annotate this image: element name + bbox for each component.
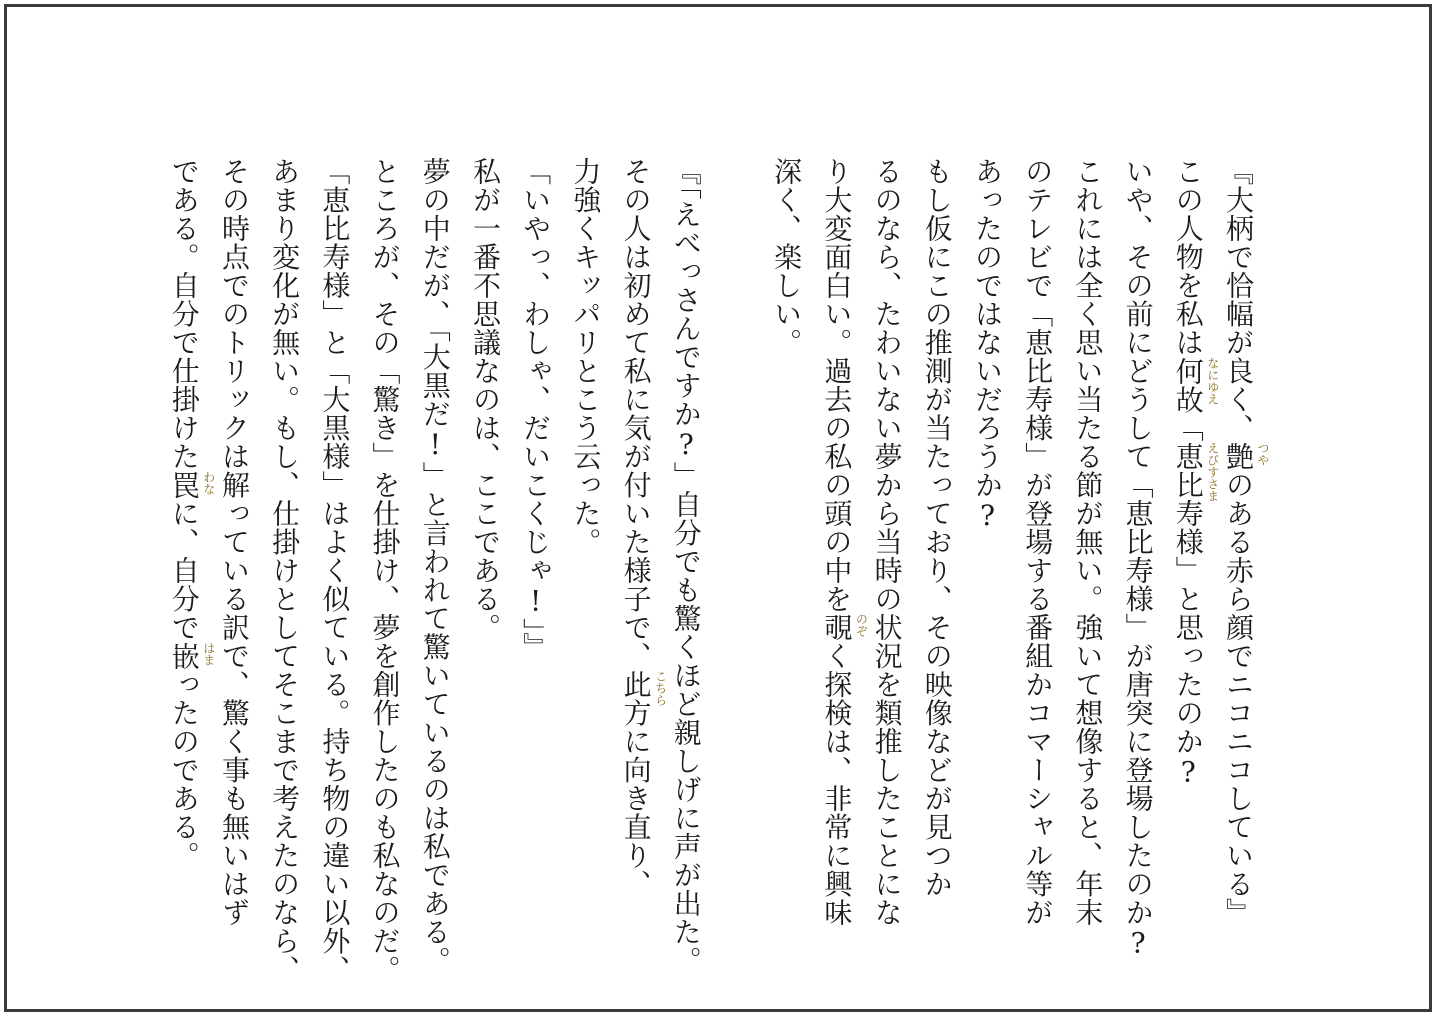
text-line-4: これには全く思い当たる節が無い。強いて想像すると、年末 bbox=[1071, 157, 1105, 927]
text-line-7: もし仮にこの推測が当たっており、その映像などが見つか bbox=[920, 157, 954, 898]
ruby-wana: 罠 わな bbox=[167, 470, 216, 499]
text-line-10: 深く、楽しい。 bbox=[770, 157, 804, 357]
vertical-text-body bbox=[153, 157, 1270, 984]
ruby-gloss: はま bbox=[201, 641, 216, 666]
text-line-18: 「恵比寿様」と「大黒様」はよく似ている。持ち物の違い以外、 bbox=[318, 157, 352, 984]
text-line-6: あったのではないだろうか? bbox=[970, 157, 1004, 533]
text-line-14: 「いやっ、わしゃ、だいこくじゃ!」』 bbox=[519, 157, 553, 661]
ruby-gloss: のぞ bbox=[854, 613, 869, 637]
text-line-11: 『「えべっさんですか?」自分でも驚くほど親しげに声が出た。 bbox=[669, 157, 703, 975]
ruby-naniyue: 何故 なにゆえ bbox=[1171, 356, 1220, 414]
text-line-17: ところが、その「驚き」を仕掛け、夢を創作したのも私なのだ。 bbox=[368, 157, 402, 984]
text-line-1: 『大柄で恰幅が良く、艶 つや のある赤ら顔でニコニコしている』 bbox=[1222, 157, 1270, 927]
text-line-5: のテレビで「恵比寿様」が登場する番組かコマーシャル等が bbox=[1021, 157, 1055, 927]
text-line-2: この人物を私は何故 なにゆえ 「恵比寿様 えびすさま 」と思ったのか? bbox=[1171, 157, 1220, 789]
text-line-21: である。自分で仕掛けた罠 わな に、自分で嵌 はま ったのである。 bbox=[167, 157, 216, 870]
ruby-hama: 嵌 はま bbox=[167, 641, 216, 670]
text-line-8: るのなら、たわいない夢から当時の状況を類推したことにな bbox=[870, 157, 904, 927]
text-line-16: 夢の中だが、「大黒だ!」と言われて驚いているのは私である。 bbox=[418, 157, 452, 975]
ruby-kochira: 此方 こちら bbox=[619, 670, 668, 727]
ruby-gloss: えびすさま bbox=[1205, 442, 1220, 502]
paragraph-gap bbox=[711, 157, 761, 917]
ruby-ebisusama: 恵比寿様 えびすさま bbox=[1171, 442, 1220, 556]
ruby-gloss: わな bbox=[201, 470, 216, 495]
ruby-nozo: 覗 のぞ bbox=[820, 613, 869, 642]
text-line-15: 私が一番不思議なのは、ここである。 bbox=[468, 157, 502, 642]
text-line-19: あまり変化が無い。もし、仕掛けとしてそこまで考えたのなら、 bbox=[268, 157, 302, 984]
ruby-gloss: つや bbox=[1256, 442, 1270, 466]
text-line-20: その時点でのトリックは解っている訳で、驚く事も無いはず bbox=[217, 157, 251, 927]
text-line-13: 力強くキッパリとこう云った。 bbox=[569, 157, 603, 556]
ruby-gloss: こちら bbox=[653, 670, 668, 706]
ruby-tsuya: 艶 つや bbox=[1222, 442, 1270, 471]
text-line-9: り大変面白い。過去の私の頭の中を覗 のぞ く探検は、非常に興味 bbox=[820, 157, 869, 927]
page-frame bbox=[4, 4, 1432, 1012]
text-line-3: いや、その前にどうして「恵比寿様」が唐突に登場したのか? bbox=[1121, 157, 1155, 960]
text-line-12: その人は初めて私に気が付いた様子で、此方 こちら に向き直り、 bbox=[619, 157, 668, 898]
ruby-gloss: なにゆえ bbox=[1205, 356, 1220, 405]
